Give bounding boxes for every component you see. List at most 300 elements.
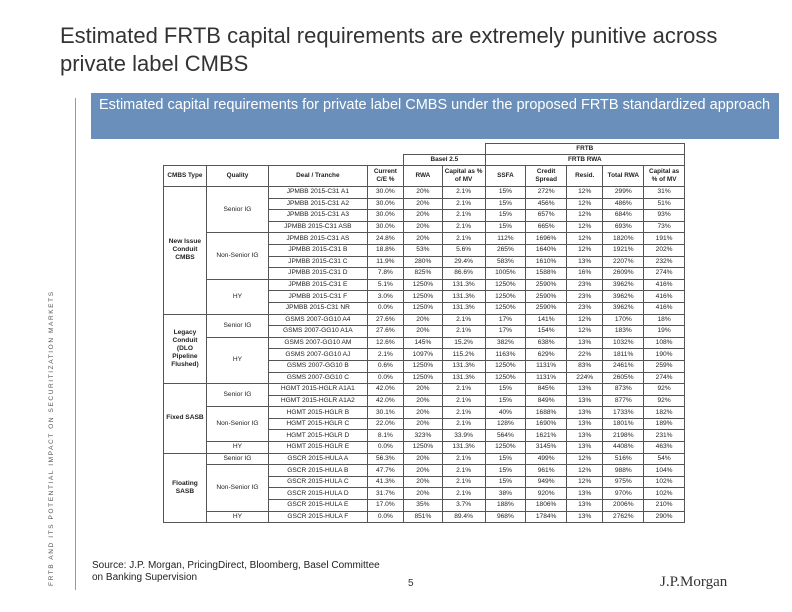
value-cell: 15% [485, 384, 526, 396]
value-cell: 1250% [404, 279, 443, 291]
value-cell: 191% [644, 233, 685, 245]
value-cell: 93% [644, 210, 685, 222]
column-header: Deal / Tranche [269, 166, 368, 187]
tranche-cell: HGMT 2015-HGLR A1A1 [269, 384, 368, 396]
value-cell: 115.2% [442, 349, 485, 361]
value-cell: 170% [603, 314, 644, 326]
value-cell: 516% [603, 453, 644, 465]
value-cell: 20% [404, 221, 443, 233]
value-cell: 290% [644, 511, 685, 523]
value-cell: 3962% [603, 291, 644, 303]
value-cell: 1688% [526, 407, 567, 419]
value-cell: 20% [404, 198, 443, 210]
value-cell: 2.1% [442, 314, 485, 326]
value-cell: 73% [644, 221, 685, 233]
value-cell: 27.6% [367, 326, 403, 338]
value-cell: 20% [404, 326, 443, 338]
value-cell: 873% [603, 384, 644, 396]
value-cell: 210% [644, 500, 685, 512]
value-cell: 0.6% [367, 360, 403, 372]
value-cell: 141% [526, 314, 567, 326]
value-cell: 456% [526, 198, 567, 210]
tranche-cell: GSMS 2007-GG10 B [269, 360, 368, 372]
value-cell: 2.1% [442, 221, 485, 233]
value-cell: 274% [644, 372, 685, 384]
value-cell: 183% [603, 326, 644, 338]
tranche-cell: GSCR 2015-HULA B [269, 465, 368, 477]
value-cell: 272% [526, 187, 567, 199]
value-cell: 131.3% [442, 360, 485, 372]
value-cell: 8.1% [367, 430, 403, 442]
value-cell: 1005% [485, 268, 526, 280]
value-cell: 13% [567, 511, 603, 523]
value-cell: 5.6% [442, 244, 485, 256]
page-number: 5 [408, 578, 414, 589]
value-cell: 12% [567, 465, 603, 477]
tranche-cell: HGMT 2015-HGLR B [269, 407, 368, 419]
value-cell: 2.1% [442, 233, 485, 245]
value-cell: 42.0% [367, 384, 403, 396]
quality-cell: Senior IG [206, 453, 268, 465]
value-cell: 31.7% [367, 488, 403, 500]
value-cell: 259% [644, 360, 685, 372]
table-banner: Estimated capital requirements for private label CMBS under the proposed FRTB standardized approach [91, 93, 779, 139]
value-cell: 20% [404, 453, 443, 465]
value-cell: 15% [485, 187, 526, 199]
value-cell: 131.3% [442, 442, 485, 454]
quality-cell: HY [206, 442, 268, 454]
value-cell: 684% [603, 210, 644, 222]
value-cell: 17% [485, 314, 526, 326]
tranche-cell: JPMBB 2015-C31 A2 [269, 198, 368, 210]
value-cell: 1696% [526, 233, 567, 245]
value-cell: 92% [644, 384, 685, 396]
cmbs-type-cell: New Issue Conduit CMBS [164, 187, 207, 315]
value-cell: 12% [567, 314, 603, 326]
value-cell: 2590% [526, 302, 567, 314]
value-cell: 975% [603, 476, 644, 488]
value-cell: 22% [567, 349, 603, 361]
value-cell: 657% [526, 210, 567, 222]
value-cell: 299% [603, 187, 644, 199]
value-cell: 13% [567, 430, 603, 442]
value-cell: 499% [526, 453, 567, 465]
value-cell: 2.1% [442, 198, 485, 210]
value-cell: 13% [567, 442, 603, 454]
value-cell: 131.3% [442, 279, 485, 291]
value-cell: 202% [644, 244, 685, 256]
quality-cell: Non-Senior IG [206, 233, 268, 279]
source-note: Source: J.P. Morgan, PricingDirect, Bloomberg, Basel Committee on Banking Supervision [92, 560, 380, 583]
tranche-cell: JPMBB 2015-C31 C [269, 256, 368, 268]
value-cell: 42.0% [367, 395, 403, 407]
tranche-cell: JPMBB 2015-C31 B [269, 244, 368, 256]
group-header-frtb: FRTB [485, 144, 684, 155]
value-cell: 30.1% [367, 407, 403, 419]
capital-table [163, 143, 685, 523]
capital-table-wrapper [163, 143, 685, 551]
value-cell: 17% [485, 326, 526, 338]
tranche-cell: GSCR 2015-HULA F [269, 511, 368, 523]
tranche-cell: GSMS 2007-GG10 AJ [269, 349, 368, 361]
value-cell: 849% [526, 395, 567, 407]
value-cell: 15% [485, 465, 526, 477]
value-cell: 1250% [404, 302, 443, 314]
tranche-cell: HGMT 2015-HGLR A1A2 [269, 395, 368, 407]
cmbs-type-cell: Legacy Conduit (DLO Pipeline Flushed) [164, 314, 207, 384]
value-cell: 0.0% [367, 372, 403, 384]
value-cell: 20% [404, 465, 443, 477]
value-cell: 2.1% [442, 384, 485, 396]
value-cell: 20% [404, 418, 443, 430]
value-cell: 1806% [526, 500, 567, 512]
value-cell: 231% [644, 430, 685, 442]
value-cell: 2590% [526, 291, 567, 303]
value-cell: 13% [567, 384, 603, 396]
column-header: Resid. [567, 166, 603, 187]
value-cell: 2605% [603, 372, 644, 384]
quality-cell: Senior IG [206, 314, 268, 337]
column-header: Capital as % of MV [442, 166, 485, 187]
column-header: RWA [404, 166, 443, 187]
value-cell: 949% [526, 476, 567, 488]
value-cell: 1250% [485, 279, 526, 291]
tranche-cell: GSMS 2007-GG10 A1A [269, 326, 368, 338]
value-cell: 2006% [603, 500, 644, 512]
value-cell: 23% [567, 302, 603, 314]
value-cell: 274% [644, 268, 685, 280]
value-cell: 1588% [526, 268, 567, 280]
value-cell: 12% [567, 453, 603, 465]
value-cell: 15% [485, 221, 526, 233]
tranche-cell: JPMBB 2015-C31 NR [269, 302, 368, 314]
table-row [164, 407, 685, 419]
value-cell: 1131% [526, 360, 567, 372]
value-cell: 7.8% [367, 268, 403, 280]
value-cell: 1250% [404, 442, 443, 454]
tranche-cell: JPMBB 2015-C31 A3 [269, 210, 368, 222]
value-cell: 41.3% [367, 476, 403, 488]
value-cell: 961% [526, 465, 567, 477]
value-cell: 23% [567, 279, 603, 291]
quality-cell: Non-Senior IG [206, 465, 268, 511]
value-cell: 1733% [603, 407, 644, 419]
value-cell: 3.7% [442, 500, 485, 512]
value-cell: 382% [485, 337, 526, 349]
value-cell: 0.0% [367, 511, 403, 523]
value-cell: 51% [644, 198, 685, 210]
value-cell: 20% [404, 210, 443, 222]
value-cell: 15% [485, 453, 526, 465]
value-cell: 3962% [603, 279, 644, 291]
value-cell: 2.1% [442, 488, 485, 500]
value-cell: 693% [603, 221, 644, 233]
table-row [164, 279, 685, 291]
value-cell: 0.0% [367, 302, 403, 314]
value-cell: 190% [644, 349, 685, 361]
sidebar-caption: FRTB AND ITS POTENTIAL IMPACT ON SECURITIZATION MARKETS [48, 290, 55, 586]
table-row [164, 314, 685, 326]
value-cell: 416% [644, 302, 685, 314]
value-cell: 2590% [526, 279, 567, 291]
jpmorgan-logo: J.P.Morgan [660, 574, 728, 590]
value-cell: 15% [485, 395, 526, 407]
tranche-cell: JPMBB 2015-C31 AS [269, 233, 368, 245]
tranche-cell: HGMT 2015-HGLR C [269, 418, 368, 430]
value-cell: 13% [567, 407, 603, 419]
value-cell: 416% [644, 291, 685, 303]
value-cell: 1784% [526, 511, 567, 523]
value-cell: 629% [526, 349, 567, 361]
value-cell: 12% [567, 187, 603, 199]
slide-title: Estimated FRTB capital requirements are extremely punitive across private label CMBS [60, 23, 718, 76]
value-cell: 1250% [404, 291, 443, 303]
value-cell: 12% [567, 210, 603, 222]
value-cell: 2198% [603, 430, 644, 442]
table-row [164, 384, 685, 396]
tranche-cell: GSMS 2007-GG10 C [269, 372, 368, 384]
value-cell: 24.8% [367, 233, 403, 245]
value-cell: 232% [644, 256, 685, 268]
table-row [164, 233, 685, 245]
value-cell: 2.1% [442, 418, 485, 430]
value-cell: 463% [644, 442, 685, 454]
value-cell: 1250% [485, 360, 526, 372]
value-cell: 1163% [485, 349, 526, 361]
tranche-cell: GSCR 2015-HULA D [269, 488, 368, 500]
value-cell: 2.1% [367, 349, 403, 361]
value-cell: 486% [603, 198, 644, 210]
value-cell: 638% [526, 337, 567, 349]
value-cell: 131.3% [442, 291, 485, 303]
value-cell: 2207% [603, 256, 644, 268]
value-cell: 12% [567, 244, 603, 256]
value-cell: 416% [644, 279, 685, 291]
value-cell: 13% [567, 256, 603, 268]
value-cell: 30.0% [367, 210, 403, 222]
tranche-cell: HGMT 2015-HGLR E [269, 442, 368, 454]
tranche-cell: GSCR 2015-HULA E [269, 500, 368, 512]
value-cell: 16% [567, 268, 603, 280]
value-cell: 128% [485, 418, 526, 430]
value-cell: 1131% [526, 372, 567, 384]
value-cell: 845% [526, 384, 567, 396]
value-cell: 89.4% [442, 511, 485, 523]
table-row [164, 465, 685, 477]
value-cell: 15% [485, 476, 526, 488]
value-cell: 2.1% [442, 465, 485, 477]
value-cell: 12% [567, 198, 603, 210]
cmbs-type-cell: Fixed SASB [164, 384, 207, 454]
value-cell: 20% [404, 384, 443, 396]
value-cell: 20% [404, 488, 443, 500]
value-cell: 40% [485, 407, 526, 419]
column-header: CMBS Type [164, 166, 207, 187]
quality-cell: HY [206, 279, 268, 314]
value-cell: 825% [404, 268, 443, 280]
value-cell: 12% [567, 233, 603, 245]
tranche-cell: JPMBB 2015-C31 E [269, 279, 368, 291]
value-cell: 13% [567, 488, 603, 500]
value-cell: 13% [567, 337, 603, 349]
value-cell: 13% [567, 500, 603, 512]
value-cell: 20% [404, 233, 443, 245]
value-cell: 920% [526, 488, 567, 500]
tranche-cell: JPMBB 2015-C31 F [269, 291, 368, 303]
value-cell: 35% [404, 500, 443, 512]
value-cell: 13% [567, 418, 603, 430]
value-cell: 1250% [485, 372, 526, 384]
value-cell: 851% [404, 511, 443, 523]
value-cell: 33.9% [442, 430, 485, 442]
quality-cell: Non-Senior IG [206, 407, 268, 442]
value-cell: 22.0% [367, 418, 403, 430]
value-cell: 188% [485, 500, 526, 512]
value-cell: 1921% [603, 244, 644, 256]
table-row [164, 442, 685, 454]
quality-cell: Senior IG [206, 384, 268, 407]
value-cell: 29.4% [442, 256, 485, 268]
value-cell: 12% [567, 326, 603, 338]
group-header-basel: Basel 2.5 [404, 155, 485, 166]
value-cell: 182% [644, 407, 685, 419]
tranche-cell: JPMBB 2015-C31 D [269, 268, 368, 280]
value-cell: 988% [603, 465, 644, 477]
column-header: Current C/E % [367, 166, 403, 187]
value-cell: 2.1% [442, 395, 485, 407]
value-cell: 2.1% [442, 187, 485, 199]
value-cell: 1250% [404, 372, 443, 384]
value-cell: 131.3% [442, 372, 485, 384]
value-cell: 53% [404, 244, 443, 256]
value-cell: 1250% [404, 360, 443, 372]
value-cell: 20% [404, 187, 443, 199]
value-cell: 564% [485, 430, 526, 442]
value-cell: 2762% [603, 511, 644, 523]
quality-cell: HY [206, 511, 268, 523]
value-cell: 4408% [603, 442, 644, 454]
value-cell: 20% [404, 407, 443, 419]
value-cell: 12.6% [367, 337, 403, 349]
tranche-cell: JPMBB 2015-C31 A1 [269, 187, 368, 199]
value-cell: 30.0% [367, 198, 403, 210]
value-cell: 1621% [526, 430, 567, 442]
value-cell: 2609% [603, 268, 644, 280]
value-cell: 31% [644, 187, 685, 199]
tranche-cell: HGMT 2015-HGLR D [269, 430, 368, 442]
value-cell: 102% [644, 476, 685, 488]
value-cell: 2.1% [442, 453, 485, 465]
value-cell: 2.1% [442, 210, 485, 222]
tranche-cell: GSMS 2007-GG10 A4 [269, 314, 368, 326]
value-cell: 20% [404, 476, 443, 488]
value-cell: 15% [485, 210, 526, 222]
value-cell: 1250% [485, 442, 526, 454]
value-cell: 30.0% [367, 187, 403, 199]
value-cell: 189% [644, 418, 685, 430]
column-header: Capital as % of MV [644, 166, 685, 187]
value-cell: 3.0% [367, 291, 403, 303]
value-cell: 323% [404, 430, 443, 442]
value-cell: 1640% [526, 244, 567, 256]
value-cell: 2.1% [442, 326, 485, 338]
value-cell: 265% [485, 244, 526, 256]
column-header: Credit Spread [526, 166, 567, 187]
value-cell: 1820% [603, 233, 644, 245]
table-row [164, 453, 685, 465]
sidebar-divider [75, 98, 76, 590]
table-row [164, 511, 685, 523]
table-row [164, 337, 685, 349]
value-cell: 2.1% [442, 407, 485, 419]
value-cell: 280% [404, 256, 443, 268]
table-row [164, 187, 685, 199]
value-cell: 3145% [526, 442, 567, 454]
value-cell: 131.3% [442, 302, 485, 314]
cmbs-type-cell: Floating SASB [164, 453, 207, 523]
value-cell: 19% [644, 326, 685, 338]
value-cell: 2.1% [442, 476, 485, 488]
value-cell: 583% [485, 256, 526, 268]
value-cell: 30.0% [367, 221, 403, 233]
value-cell: 102% [644, 488, 685, 500]
value-cell: 18.8% [367, 244, 403, 256]
column-header: SSFA [485, 166, 526, 187]
value-cell: 1610% [526, 256, 567, 268]
value-cell: 13% [567, 395, 603, 407]
value-cell: 145% [404, 337, 443, 349]
value-cell: 20% [404, 314, 443, 326]
value-cell: 47.7% [367, 465, 403, 477]
value-cell: 38% [485, 488, 526, 500]
value-cell: 154% [526, 326, 567, 338]
value-cell: 1032% [603, 337, 644, 349]
value-cell: 56.3% [367, 453, 403, 465]
value-cell: 1690% [526, 418, 567, 430]
quality-cell: HY [206, 337, 268, 383]
value-cell: 104% [644, 465, 685, 477]
value-cell: 224% [567, 372, 603, 384]
value-cell: 27.6% [367, 314, 403, 326]
value-cell: 20% [404, 395, 443, 407]
value-cell: 0.0% [367, 442, 403, 454]
tranche-cell: GSMS 2007-GG10 AM [269, 337, 368, 349]
value-cell: 1801% [603, 418, 644, 430]
tranche-cell: GSCR 2015-HULA C [269, 476, 368, 488]
value-cell: 112% [485, 233, 526, 245]
value-cell: 17.0% [367, 500, 403, 512]
value-cell: 18% [644, 314, 685, 326]
value-cell: 83% [567, 360, 603, 372]
value-cell: 5.1% [367, 279, 403, 291]
value-cell: 1811% [603, 349, 644, 361]
quality-cell: Senior IG [206, 187, 268, 233]
value-cell: 1250% [485, 302, 526, 314]
value-cell: 92% [644, 395, 685, 407]
value-cell: 877% [603, 395, 644, 407]
value-cell: 2461% [603, 360, 644, 372]
value-cell: 12% [567, 476, 603, 488]
tranche-cell: GSCR 2015-HULA A [269, 453, 368, 465]
value-cell: 3962% [603, 302, 644, 314]
value-cell: 11.9% [367, 256, 403, 268]
column-header: Quality [206, 166, 268, 187]
value-cell: 108% [644, 337, 685, 349]
value-cell: 12% [567, 221, 603, 233]
value-cell: 1250% [485, 291, 526, 303]
value-cell: 968% [485, 511, 526, 523]
value-cell: 665% [526, 221, 567, 233]
